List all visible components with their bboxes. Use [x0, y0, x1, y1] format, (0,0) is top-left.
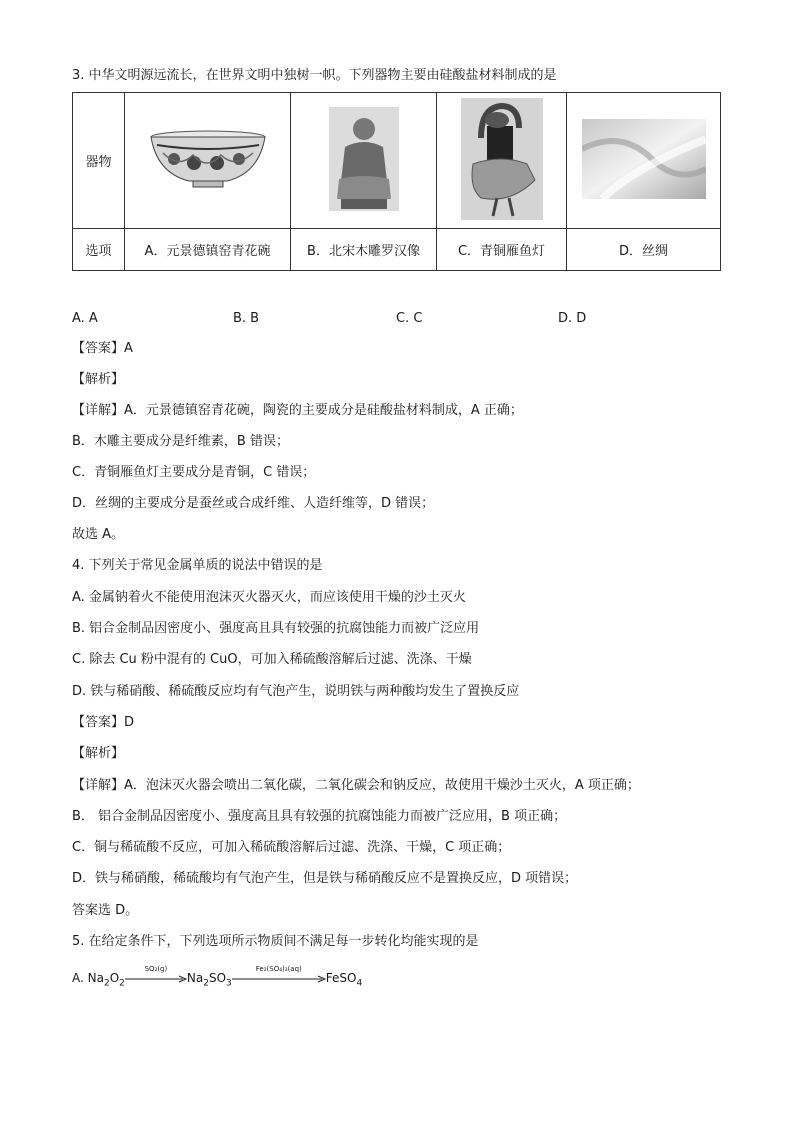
porcelain-bowl-image: [149, 129, 267, 189]
image-cell-a: [125, 93, 291, 229]
question-5-option-a: [72, 965, 363, 991]
question-4-option: A. 金属钠着火不能使用泡沫灭火器灭火，而应该使用干燥的沙土灭火: [72, 590, 466, 605]
choice-c: C. C: [396, 311, 423, 326]
question-4-option: D. 铁与稀硝酸、稀硫酸反应均有气泡产生，说明铁与两种酸均发生了置换反应: [72, 684, 520, 699]
answer-3: [72, 341, 133, 357]
image-cell-b: [291, 93, 437, 229]
detail-4-line: C．铜与稀硫酸不反应，可加入稀硫酸溶解后过滤、洗涤、干燥，C 项正确；: [72, 840, 511, 855]
formula-subscript: 4: [356, 978, 363, 989]
reaction-arrow-1: [125, 965, 187, 986]
option-cell-a: A．元景德镇窑青花碗: [125, 229, 291, 271]
question-3-stem: 3. 中华文明源远流长，在世界文明中独树一帜。下列器物主要由硅酸盐材料制成的是: [72, 68, 557, 83]
detail-4-line: B． 铝合金制品因密度小、强度高且具有较强的抗腐蚀能力而被广泛应用，B 项正确；: [72, 809, 567, 824]
row-label-option: 选项: [73, 229, 125, 271]
formula-part: Na: [87, 971, 104, 985]
choice-a: A. A: [72, 311, 98, 326]
option-cell-d: D．丝绸: [567, 229, 721, 271]
wood-arhat-statue-image: [329, 107, 399, 211]
formula-part: FeSO: [325, 971, 357, 985]
detail-3-line: 故选 A。: [72, 527, 125, 542]
formula-subscript: 3: [226, 978, 232, 989]
answer-label: 【答案】: [72, 715, 125, 730]
detail-3-line: D．丝绸的主要成分是蚕丝或合成纤维、人造纤维等，D 错误；: [72, 496, 435, 511]
question-5-stem: 5. 在给定条件下，下列选项所示物质间不满足每一步转化均能实现的是: [72, 934, 479, 949]
option-cell-c: C．青铜雁鱼灯: [437, 229, 567, 271]
detail-3-line: 【详解】A．元景德镇窑青花碗，陶瓷的主要成分是硅酸盐材料制成，A 正确；: [72, 403, 523, 418]
arrow-condition: SO₂(g): [144, 965, 168, 973]
arrow-condition: Fe₂(SO₄)₃(aq): [255, 965, 302, 973]
image-cell-c: [437, 93, 567, 229]
bronze-goose-fish-lamp-image: [461, 98, 543, 220]
formula-part: Na: [186, 971, 204, 985]
analysis-label-3: 【解析】: [72, 372, 125, 387]
option-cell-b: B．北宋木雕罗汉像: [291, 229, 437, 271]
analysis-label-4: 【解析】: [72, 746, 125, 761]
question-4-option: C. 除去 Cu 粉中混有的 CuO，可加入稀硫酸溶解后过滤、洗涤、干燥: [72, 652, 472, 667]
answer-label: 【答案】: [72, 341, 125, 356]
reaction-arrow-2: [232, 965, 326, 986]
formula-part: SO: [208, 971, 227, 985]
choice-b: B. B: [233, 311, 260, 326]
option-prefix: A.: [72, 971, 88, 985]
formula-subscript: 2: [119, 978, 125, 989]
options-table: [72, 92, 721, 271]
detail-3-line: C．青铜雁鱼灯主要成分是青铜，C 错误；: [72, 465, 316, 480]
formula-subscript: 2: [203, 978, 209, 989]
detail-4-line: 【详解】A．泡沫灭火器会喷出二氧化碳，二氧化碳会和钠反应，故使用干燥沙土灭火，A 项正确；: [72, 778, 640, 793]
silk-cloth-image: [582, 119, 706, 199]
row-label-item: 器物: [73, 93, 125, 229]
formula-part: O: [109, 971, 120, 985]
formula-subscript: 2: [103, 978, 110, 989]
question-4-stem: 4. 下列关于常见金属单质的说法中错误的是: [72, 558, 323, 573]
detail-3-line: B．木雕主要成分是纤维素，B 错误；: [72, 434, 289, 449]
answer-4: [72, 715, 134, 731]
answer-value: D: [124, 715, 135, 730]
detail-4-line: 答案选 D。: [72, 903, 139, 918]
image-cell-d: [567, 93, 721, 229]
answer-value: A: [124, 341, 133, 356]
question-4-option: B. 铝合金制品因密度小、强度高且具有较强的抗腐蚀能力而被广泛应用: [72, 621, 480, 636]
choice-d: D. D: [558, 311, 587, 326]
detail-4-line: D．铁与稀硝酸，稀硫酸均有气泡产生，但是铁与稀硝酸反应不是置换反应，D 项错误；: [72, 871, 578, 886]
